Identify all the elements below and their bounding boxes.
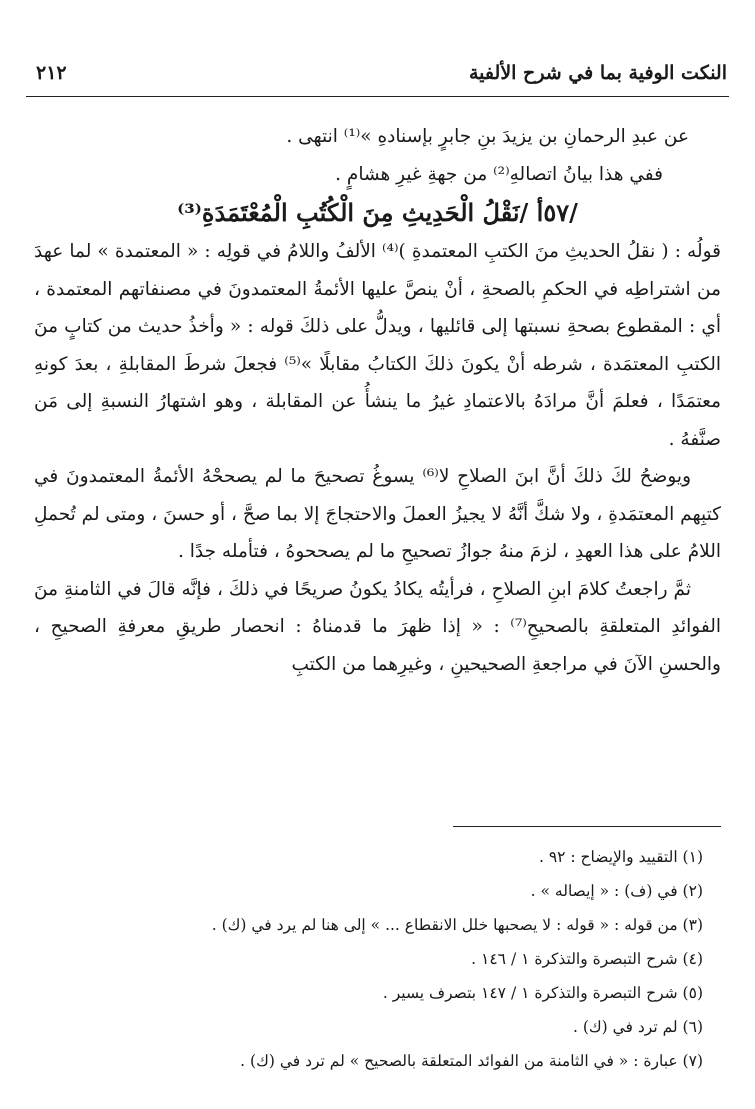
footnote: (١) التقييد والإيضاح : ٩٢ .	[538, 848, 703, 866]
body-text	[34, 118, 721, 683]
footnote-rule	[453, 826, 721, 827]
paragraph-2: ويوضحُ لكَ ذلكَ أنَّ ابنَ الصلاحِ لا⁽⁶⁾ يسوغُ تصحيحَ ما لم يصححْهُ الأئمةُ المعتمدونَ في كتبِهم المعتمَدةِ ، ولا شكَّ أنَّهُ لا يجيزُ العملَ والاحتجاجَ إلا بما صحَّ ، أو حسنَ ، ومتى لم تُحملِ اللامُ على هذا العهدِ ، لزمَ منهُ جوازُ تصحيحِ ما لم يصححوهُ ، فتأمله جدًا .	[34, 466, 721, 562]
intro-line: عن عبدِ الرحمانِ بن يزيدَ بنِ جابرٍ بإسنادهِ »⁽¹⁾ انتهى .	[286, 126, 689, 147]
paragraph-3: ثمَّ راجعتُ كلامَ ابنِ الصلاحِ ، فرأيتُه يكادُ يكونُ صريحًا في ذلكَ ، فإنَّه قالَ في الثامنةِ منَ الفوائدِ المتعلقةِ بالصحيحِ⁽⁷⁾ : « إذا ظهرَ ما قدمناهُ : انحصار طريقِ معرفةِ الصحيحِ ، والحسنِ الآنَ في مراجعةِ الصحيحينِ ، وغيرِهما من الكتبِ	[34, 578, 721, 675]
footnote: (٣) من قوله : « قوله : لا يصحبها خلل الانقطاع ... » إلى هنا لم يرد في (ك) .	[211, 916, 703, 934]
footnote: (٧) عبارة : « في الثامنة من الفوائد المتعلقة بالصحيح » لم ترد في (ك) .	[240, 1052, 703, 1070]
footnotes	[34, 840, 703, 1078]
footnote: (٥) شرح التبصرة والتذكرة ١ / ١٤٧ بتصرف يسير .	[382, 984, 703, 1002]
header-rule	[26, 96, 729, 97]
paragraph-1: قولُه : ( نقلُ الحديثِ منَ الكتبِ المعتمدةِ )⁽⁴⁾ الألفُ واللامُ في قولِه : « المعتمدة » لما عهدَ من اشتراطِه في الحكمِ بالصحةِ ، أنْ ينصَّ عليها الأئمةُ المعتمدونَ في مصنفاتهم المعتمدة ، أي : المقطوع بصحةِ نسبتها إلى قائليها ، ويدلُّ على ذلكَ قوله : « وأخذُ حديث من كتابٍ منَ الكتبِ المعتمَدة ، شرطه أنْ يكونَ ذلكَ الكتابُ مقابلًا »⁽⁵⁾ فجعلَ شرطَ المقابلةِ ، بعدَ كونهِ معتمَدًا ، فعلمَ أنَّ مرادَهُ بالاعتمادِ غيرُ ما ينشأُ عن المقابلة ، وهو اشتهارُ النسبةِ إلى مَن صنَّفهُ .	[34, 241, 721, 450]
footnote: (٤) شرح التبصرة والتذكرة ١ / ١٤٦ .	[471, 950, 703, 968]
page-header	[28, 62, 727, 92]
footnote: (٢) في (ف) : « إيصاله » .	[530, 882, 703, 900]
intro-line-2: ففي هذا بيانُ اتصالهِ⁽²⁾ من جهةِ غيرِ هشامٍ .	[335, 163, 663, 185]
running-title: النكت الوفية بما في شرح الألفية	[469, 62, 727, 84]
footnote: (٦) لم ترد في (ك) .	[572, 1018, 703, 1036]
page-number: ٢١٢	[36, 62, 67, 84]
section-heading: /٥٧أ /نَقْلُ الْحَدِيثِ مِنَ الْكُتُبِ الْمُعْتَمَدَةِ⁽³⁾	[177, 198, 578, 227]
